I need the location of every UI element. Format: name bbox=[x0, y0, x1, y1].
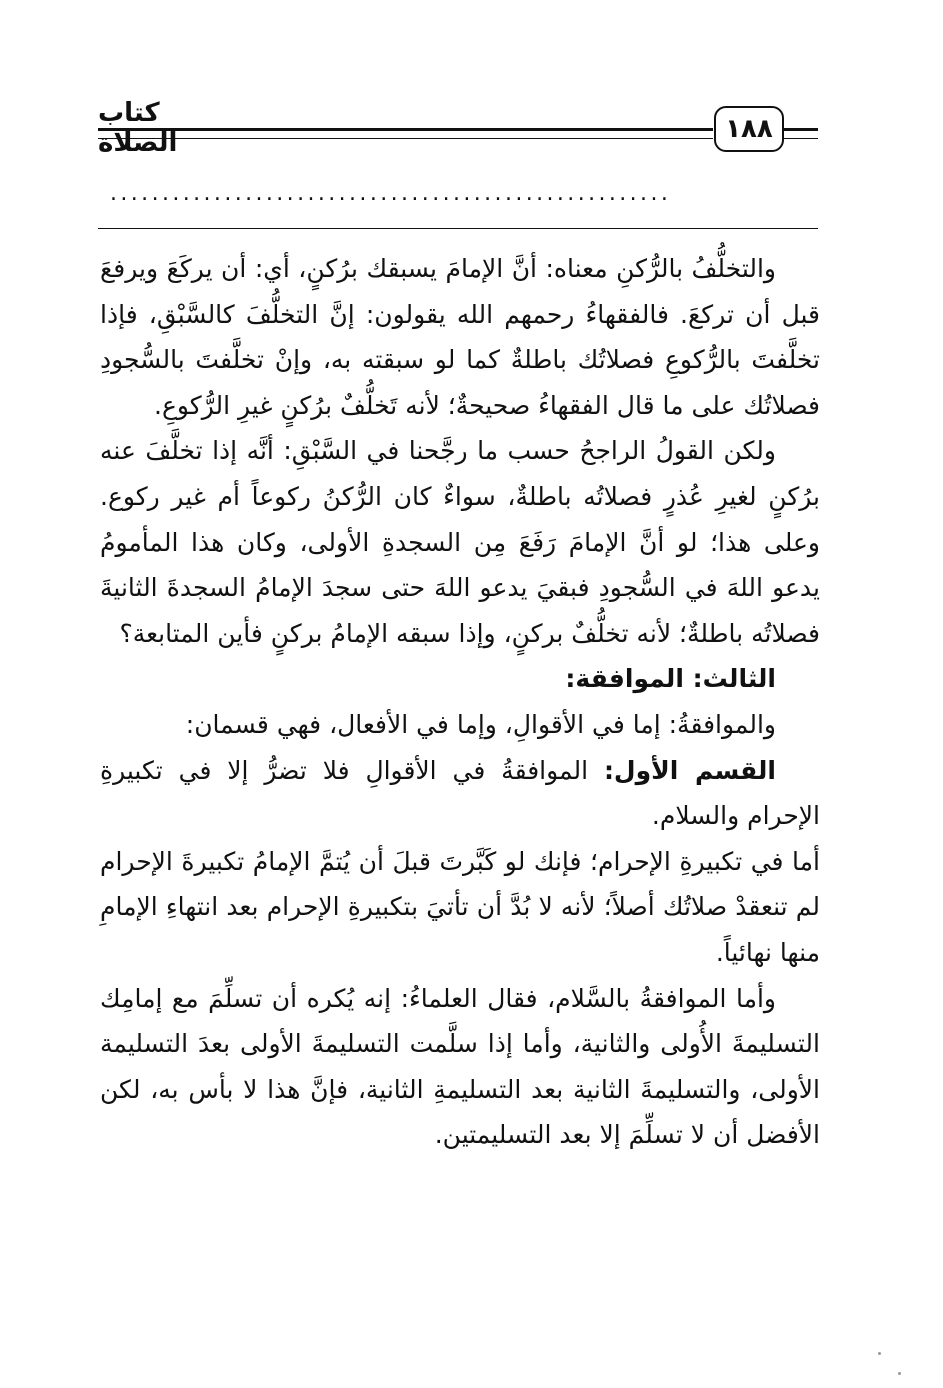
main-text bbox=[100, 246, 820, 1158]
header-rule-thin-left bbox=[98, 138, 713, 139]
footnote-separator-dots: ...................................................... bbox=[110, 182, 672, 206]
paper-speck bbox=[898, 1372, 901, 1375]
paragraph-takhalluf: والتخلُّفُ بالرُّكنِ معناه: أنَّ الإمامَ يسبقك برُكنٍ، أي: أن يركَعَ ويرفعَ قبل أن تركعَ. فالفقهاءُ رحمهم الله يقولون: إنَّ التخلُّفَ كالسَّبْقِ، فإذا تخلَّفتَ بالرُّكوعِ فصلاتُك باطلةٌ كما لو سبقته به، وإنْ تخلَّفتَ بالسُّجودِ فصلاتُك على ما قال الفقهاءُ صحيحةٌ؛ لأنه تَخلُّفٌ برُكنٍ غيرِ الرُّكوعِ. bbox=[100, 254, 820, 420]
paragraph-muwafaqa: والموافقةُ: إما في الأقوالِ، وإما في الأفعال، فهي قسمان: bbox=[185, 709, 776, 739]
page-number-box: ١٨٨ bbox=[714, 106, 784, 152]
paragraph-section-one bbox=[100, 748, 820, 839]
section-one-label: القسم الأول: bbox=[603, 755, 776, 785]
running-header-title: كتاب الصلاة bbox=[98, 98, 178, 158]
header-rule-thin-right bbox=[782, 138, 818, 139]
paragraph-takbira: أما في تكبيرةِ الإحرام؛ فإنك لو كَبَّرتَ قبلَ أن يُتمَّ الإمامُ تكبيرةَ الإحرام لم تنعقدْ صلاتُك أصلاً؛ لأنه لا بُدَّ أن تأتيَ بتكبيرةِ الإحرام بعد انتهاءِ الإمامِ منها نهائياً. bbox=[100, 846, 820, 967]
header-rule-thick-right bbox=[782, 128, 818, 131]
section-one-text: الموافقةُ في الأقوالِ فلا تضرُّ إلا في تكبيرةِ الإحرام والسلام. bbox=[100, 755, 820, 831]
paragraph-salam: وأما الموافقةُ بالسَّلام، فقال العلماءُ: إنه يُكره أن تسلِّمَ مع إمامِك التسليمةَ الأُولى والثانية، وأما إذا سلَّمت التسليمةَ الأولى بعدَ التسليمة الأولى، والتسليمةَ الثانية بعد التسليمةِ الثانية، فإنَّ هذا لا بأس به، لكن الأفضل أن لا تسلِّمَ إلا بعد التسليمتين. bbox=[100, 983, 820, 1150]
header-rule-thick-left bbox=[98, 128, 713, 131]
separator-rule bbox=[98, 228, 818, 229]
section-heading-third: الثالث: الموافقة: bbox=[565, 664, 776, 694]
paper-speck bbox=[878, 1352, 881, 1355]
paragraph-rajih: ولكن القولُ الراجحُ حسب ما رجَّحنا في السَّبْقِ: أنَّه إذا تخلَّفَ عنه برُكنٍ لغيرِ عُذرٍ فصلاتُه باطلةٌ، سواءٌ كان الرُّكنُ ركوعاً أم غير ركوع. وعلى هذا؛ لو أنَّ الإمامَ رَفَعَ مِن السجدةِ الأولى، وكان هذا المأمومُ يدعو اللهَ في السُّجودِ فبقيَ يدعو اللهَ حتى سجدَ الإمامُ السجدةَ الثانيةَ فصلاتُه باطلةٌ؛ لأنه تخلُّفٌ بركنٍ، وإذا سبقه الإمامُ بركنٍ فأين المتابعة؟ bbox=[100, 436, 820, 648]
